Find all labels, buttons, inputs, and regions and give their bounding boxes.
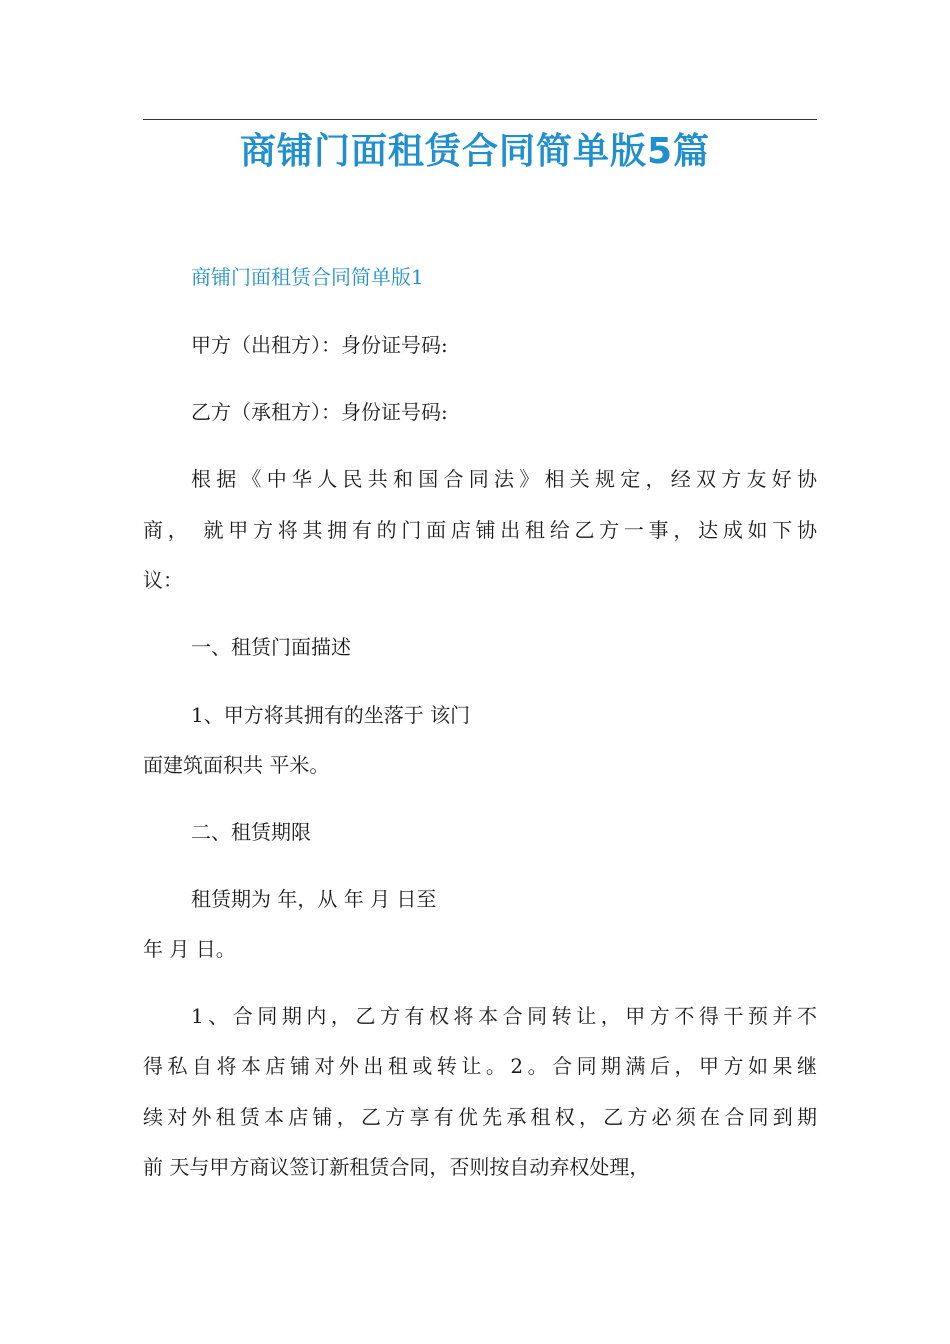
article-2-term-line-a: 租赁期为 年，从 年 月 日至 [191, 887, 437, 911]
article-1-item-1-line-a: 1、甲方将其拥有的坐落于 该门 [191, 703, 471, 727]
article-1-item-1-line-b: 面建筑面积共 平米。 [143, 753, 330, 777]
article-2-term-line-b: 年 月 日。 [143, 937, 236, 961]
intro-line-1: 根据《中华人民共和国合同法》相关规定，经双方友好协 [191, 467, 817, 491]
header-rule [143, 119, 817, 120]
article-2-title: 二、租赁期限 [191, 820, 311, 844]
party-a-line: 甲方（出租方）：身份证号码: [191, 333, 448, 357]
section-heading: 商铺门面租赁合同简单版1 [191, 265, 424, 289]
clause-line-3: 续对外租赁本店铺，乙方享有优先承租权，乙方必须在合同到期 [143, 1105, 817, 1129]
document-title: 商铺门面租赁合同简单版5篇 [239, 131, 711, 172]
intro-line-3: 议： [143, 568, 183, 592]
clause-line-4: 前 天与甲方商议签订新租赁合同，否则按自动弃权处理， [143, 1155, 650, 1179]
intro-line-2: 商， 就甲方将其拥有的门面店铺出租给乙方一事，达成如下协 [143, 518, 817, 542]
clause-line-1: 1、合同期内，乙方有权将本合同转让，甲方不得干预并不 [191, 1004, 817, 1028]
clause-line-2: 得私自将本店铺对外出租或转让。2。合同期满后，甲方如果继 [143, 1054, 817, 1078]
party-b-line: 乙方（承租方）：身份证号码: [191, 400, 448, 424]
article-1-title: 一、租赁门面描述 [191, 635, 351, 659]
